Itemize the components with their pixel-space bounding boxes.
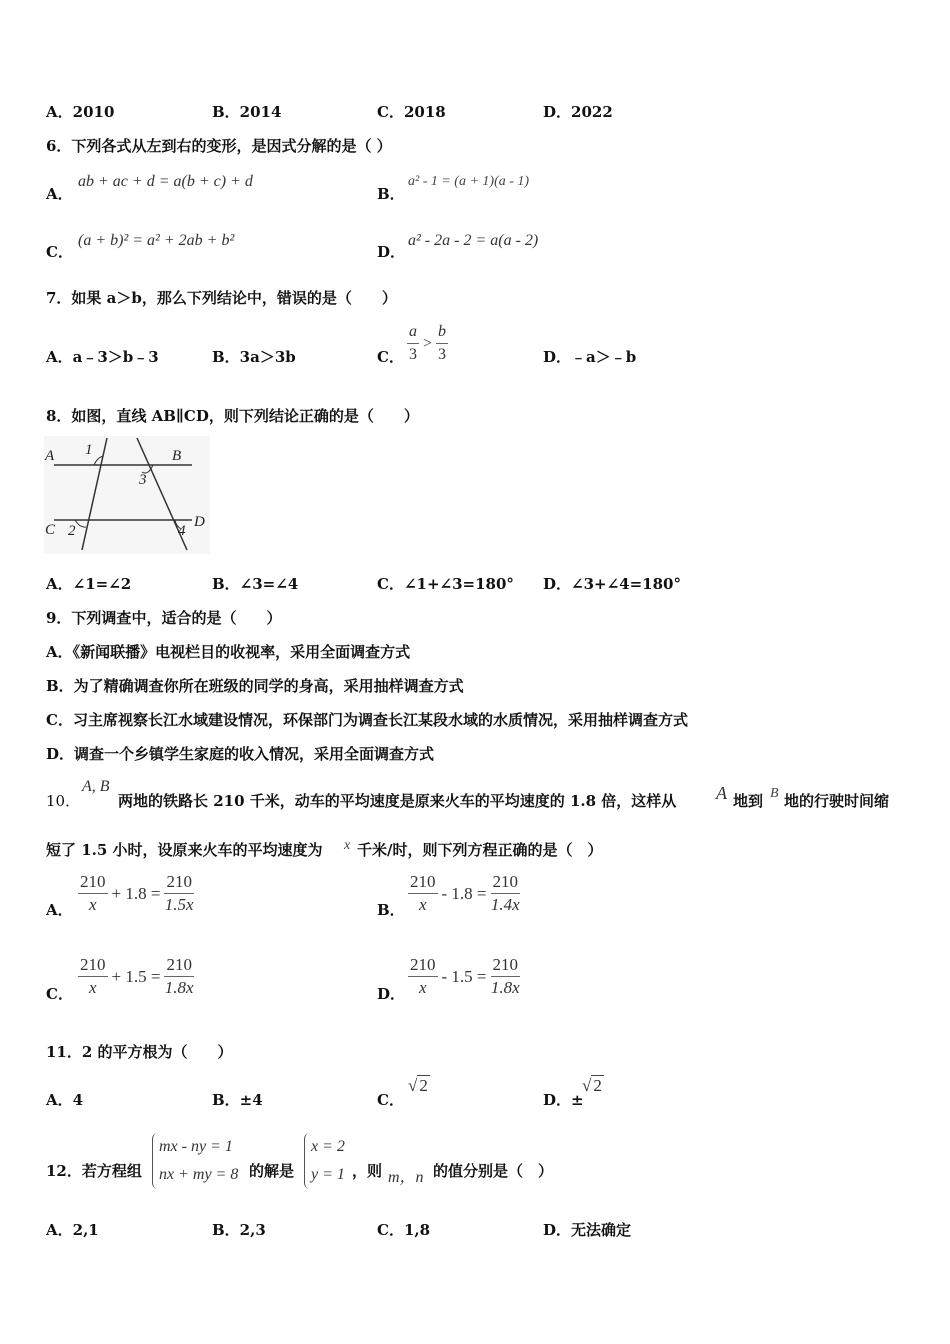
q10-var-b: B — [770, 786, 779, 801]
label-2: 2 — [68, 523, 76, 539]
q12-vars: m，n — [388, 1169, 424, 1186]
q7-option-a: A．a﹣3＞b﹣3 — [46, 348, 159, 366]
q9-option-b: B．为了精确调查你所在班级的同学的身高，采用抽样调查方式 — [46, 677, 464, 695]
q10-line1: 两地的铁路长 210 千米，动车的平均速度是原来火车的平均速度的 1.8 倍，这样从 — [118, 792, 677, 810]
q10-line2b: 千米/时，则下列方程正确的是（ ） — [357, 841, 603, 859]
q12-option-b: B．2,3 — [212, 1221, 266, 1239]
q12-solution-system — [304, 1133, 345, 1189]
q12-option-c: C．1,8 — [377, 1221, 431, 1239]
q10-label-a: A． — [46, 901, 73, 919]
q10-label-b: B． — [377, 901, 405, 919]
q12-equation-system — [152, 1133, 238, 1189]
q6-label-d: D． — [377, 243, 406, 261]
q11-c-sqrt: √ 2 — [408, 1076, 428, 1095]
q6-label-b: B． — [377, 185, 405, 203]
q12-post: 的值分别是（ ） — [433, 1162, 554, 1180]
q7-option-c: C． — [377, 348, 404, 366]
q6-label-c: C． — [46, 243, 73, 261]
q10-mid: 地到 — [733, 792, 764, 810]
q7-option-d: D．﹣a＞﹣b — [543, 348, 637, 366]
q10-var-x: x — [344, 838, 351, 853]
q10-equation-d: 210 x - 1.5 = $\frac{210}{1.8x}$ — [410, 955, 520, 997]
q7-stem: 7．如果 a＞b，那么下列结论中，错误的是（ ） — [46, 289, 397, 307]
q10-line2a: 短了 1.5 小时，设原来火车的平均速度为 — [46, 841, 323, 859]
q12-eq-2: nx + my = 8 — [159, 1166, 239, 1183]
q9-option-a: A．《新闻联播》电视栏目的收视率，采用全面调查方式 — [46, 643, 411, 661]
q9-option-c: C．习主席视察长江水域建设情况，环保部门为调查长江某段水域的水质情况，采用抽样调查方式 — [46, 711, 688, 729]
q10-number: 10． — [46, 792, 81, 810]
label-b: B — [172, 448, 182, 464]
q8-figure — [44, 436, 210, 554]
q8-option-c: C．∠1+∠3=180° — [377, 575, 514, 593]
label-3: 3 — [139, 472, 147, 488]
q8-stem: 8．如图，直线 AB∥CD，则下列结论正确的是（ ） — [46, 407, 419, 425]
q7-option-b: B．3a＞3b — [212, 348, 296, 366]
q10-label-c: C． — [46, 985, 73, 1003]
q11-stem: 11．2 的平方根为（ ） — [46, 1043, 233, 1061]
q8-option-b: B．∠3=∠4 — [212, 575, 299, 593]
q11-option-c: C． — [377, 1091, 404, 1109]
q12-sol-2: y = 1 — [311, 1166, 345, 1183]
q7-c-expression: a 3 > b 3 — [409, 323, 447, 363]
q11-option-d: D．± — [543, 1091, 584, 1109]
q6-expr-d: a² - 2a - 2 = a(a - 2) — [408, 232, 539, 249]
q12-then: ，则 — [352, 1162, 383, 1180]
q6-expr-a: ab + ac + d = a(b + c) + d — [78, 173, 253, 190]
q10-equation-c: 210 x + 1.5 = $\frac{210}{1.8x}$ — [80, 955, 194, 997]
q12-eq-1: mx - ny = 1 — [159, 1138, 233, 1155]
q10-label-d: D． — [377, 985, 406, 1003]
q11-option-a: A．4 — [46, 1091, 84, 1109]
q12-mid: 的解是 — [249, 1162, 295, 1180]
q6-expr-c: (a + b)² = a² + 2ab + b² — [78, 232, 235, 249]
label-4: 4 — [178, 523, 186, 539]
q12-pre: 12．若方程组 — [46, 1162, 142, 1180]
q5-option-b: B．2014 — [212, 103, 282, 121]
q6-stem: 6．下列各式从左到右的变形，是因式分解的是（ ） — [46, 137, 392, 155]
q5-option-c: C．2018 — [377, 103, 446, 121]
q6-label-a: A． — [46, 185, 73, 203]
q10-ab: A, B — [82, 778, 110, 795]
q12-sol-1: x = 2 — [311, 1138, 345, 1155]
q10-equation-b: 210 x - 1.8 = $\frac{210}{1.4x}$ — [410, 872, 520, 914]
label-c: C — [45, 522, 56, 538]
q9-stem: 9．下列调查中，适合的是（ ） — [46, 609, 282, 627]
q10-var-a: A — [716, 783, 727, 803]
q6-expr-b: a² - 1 = (a + 1)(a - 1) — [408, 174, 530, 189]
q9-option-d: D．调查一个乡镇学生家庭的收入情况，采用全面调查方式 — [46, 745, 435, 763]
q10-end1: 地的行驶时间缩 — [784, 792, 890, 810]
q12-option-a: A．2,1 — [46, 1221, 99, 1239]
q8-option-a: A．∠1=∠2 — [46, 575, 132, 593]
q8-option-d: D．∠3+∠4=180° — [543, 575, 681, 593]
q12-option-d: D．无法确定 — [543, 1221, 632, 1239]
q11-option-b: B．±4 — [212, 1091, 263, 1109]
q10-equation-a: 210 x + 1.8 = $\frac{210}{1.5x}$ — [80, 872, 194, 914]
label-1: 1 — [85, 442, 93, 458]
q11-d-sqrt: √ 2 — [582, 1076, 602, 1095]
q5-option-d: D．2022 — [543, 103, 613, 121]
label-d: D — [194, 514, 205, 530]
label-a: A — [45, 448, 55, 464]
q5-option-a: A．2010 — [46, 103, 115, 121]
